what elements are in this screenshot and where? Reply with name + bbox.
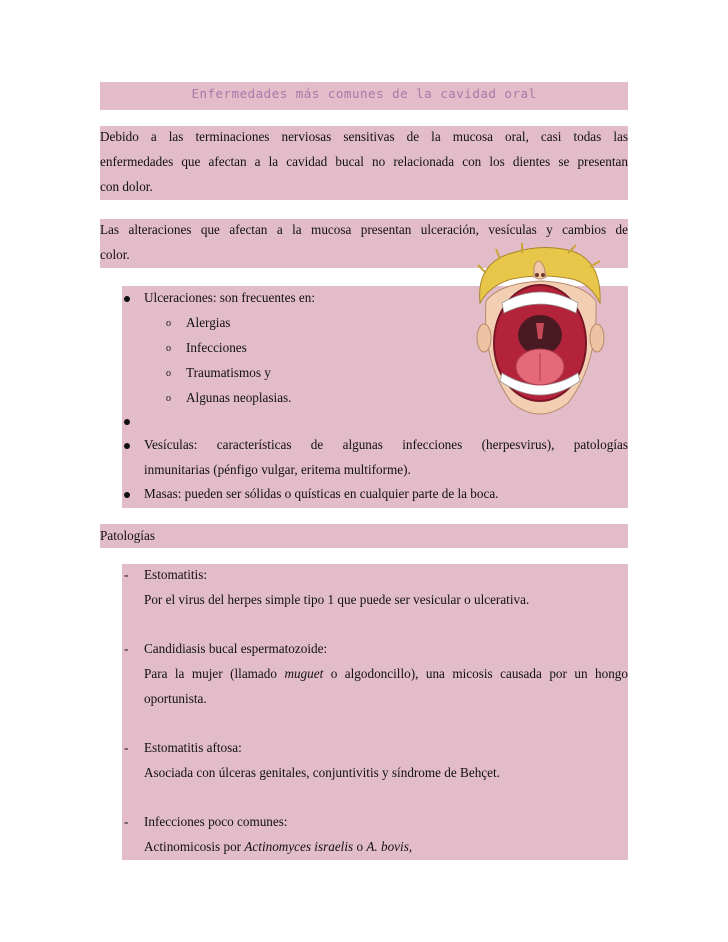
patologia-4-desc-em-2: A. bovis [366, 839, 409, 854]
bullet-vesiculas-line-2: inmunitarias (pénfigo vulgar, eritema multiforme). [144, 462, 411, 477]
page-title: Enfermedades más comunes de la cavidad oral [191, 86, 537, 101]
patologia-4-desc [144, 838, 412, 855]
patologia-2-desc-line-1 [144, 665, 628, 682]
patologia-2-title: Candidiasis bucal espermatozoide: [144, 641, 328, 656]
patologia-2-desc-a: Para la mujer (llamado [144, 666, 285, 681]
sub-item-alergias: Alergias [186, 315, 231, 330]
sub-marker: o [166, 318, 171, 329]
bullet-masas: Masas: pueden ser sólidas o quísticas en cualquier parte de la boca. [144, 486, 499, 501]
dash-marker: - [124, 740, 129, 755]
dash-marker: - [124, 641, 129, 656]
sub-item-neoplasias: Algunas neoplasias. [186, 390, 292, 405]
patologia-1-desc: Por el virus del herpes simple tipo 1 que puede ser vesicular o ulcerativa. [144, 592, 530, 607]
second-line-1: Las alteraciones que afectan a la mucosa presentan ulceración, vesículas y cambios de [100, 222, 628, 237]
bullet-dot [124, 443, 130, 449]
patologia-4-desc-a: Actinomicosis por [144, 839, 245, 854]
sub-marker: o [166, 368, 171, 379]
bullet-ulceraciones: Ulceraciones: son frecuentes en: [144, 290, 315, 305]
bullet-vesiculas-line-1: Vesículas: características de algunas infecciones (herpesvirus), patologías [144, 437, 628, 452]
dash-marker: - [124, 567, 129, 582]
sub-item-infecciones: Infecciones [186, 340, 247, 355]
patologia-2-desc-line-2: oportunista. [144, 691, 207, 706]
patologia-4-desc-c: , [408, 839, 413, 854]
patologias-heading: Patologías [100, 528, 155, 543]
bullet-dot [124, 419, 130, 425]
second-line-2: color. [100, 247, 130, 262]
bullet-dot [124, 492, 130, 498]
patologia-4-desc-b: o [353, 839, 367, 854]
sub-marker: o [166, 393, 171, 404]
patologia-4-desc-em-1: Actinomyces israelis [244, 839, 354, 854]
open-mouth-face-illustration [472, 243, 608, 425]
patologia-2-desc-em: muguet [284, 666, 324, 681]
patologia-1-title: Estomatitis: [144, 567, 208, 582]
band-patologias-heading [100, 524, 628, 548]
intro-line-3: con dolor. [100, 179, 153, 194]
patologia-3-desc: Asociada con úlceras genitales, conjuntivitis y síndrome de Behçet. [144, 765, 500, 780]
intro-line-2: enfermedades que afectan a la cavidad bucal no relacionada con los dientes se presentan [100, 154, 628, 169]
sub-marker: o [166, 343, 171, 354]
sub-item-traumatismos: Traumatismos y [186, 365, 271, 380]
patologia-3-title: Estomatitis aftosa: [144, 740, 242, 755]
bullet-dot [124, 296, 130, 302]
dash-marker: - [124, 814, 129, 829]
patologia-2-desc-b: o algodoncillo), una micosis causada por un hongo [323, 666, 628, 681]
patologia-4-title: Infecciones poco comunes: [144, 814, 288, 829]
intro-line-1: Debido a las terminaciones nerviosas sensitivas de la mucosa oral, casi todas las [100, 129, 628, 144]
